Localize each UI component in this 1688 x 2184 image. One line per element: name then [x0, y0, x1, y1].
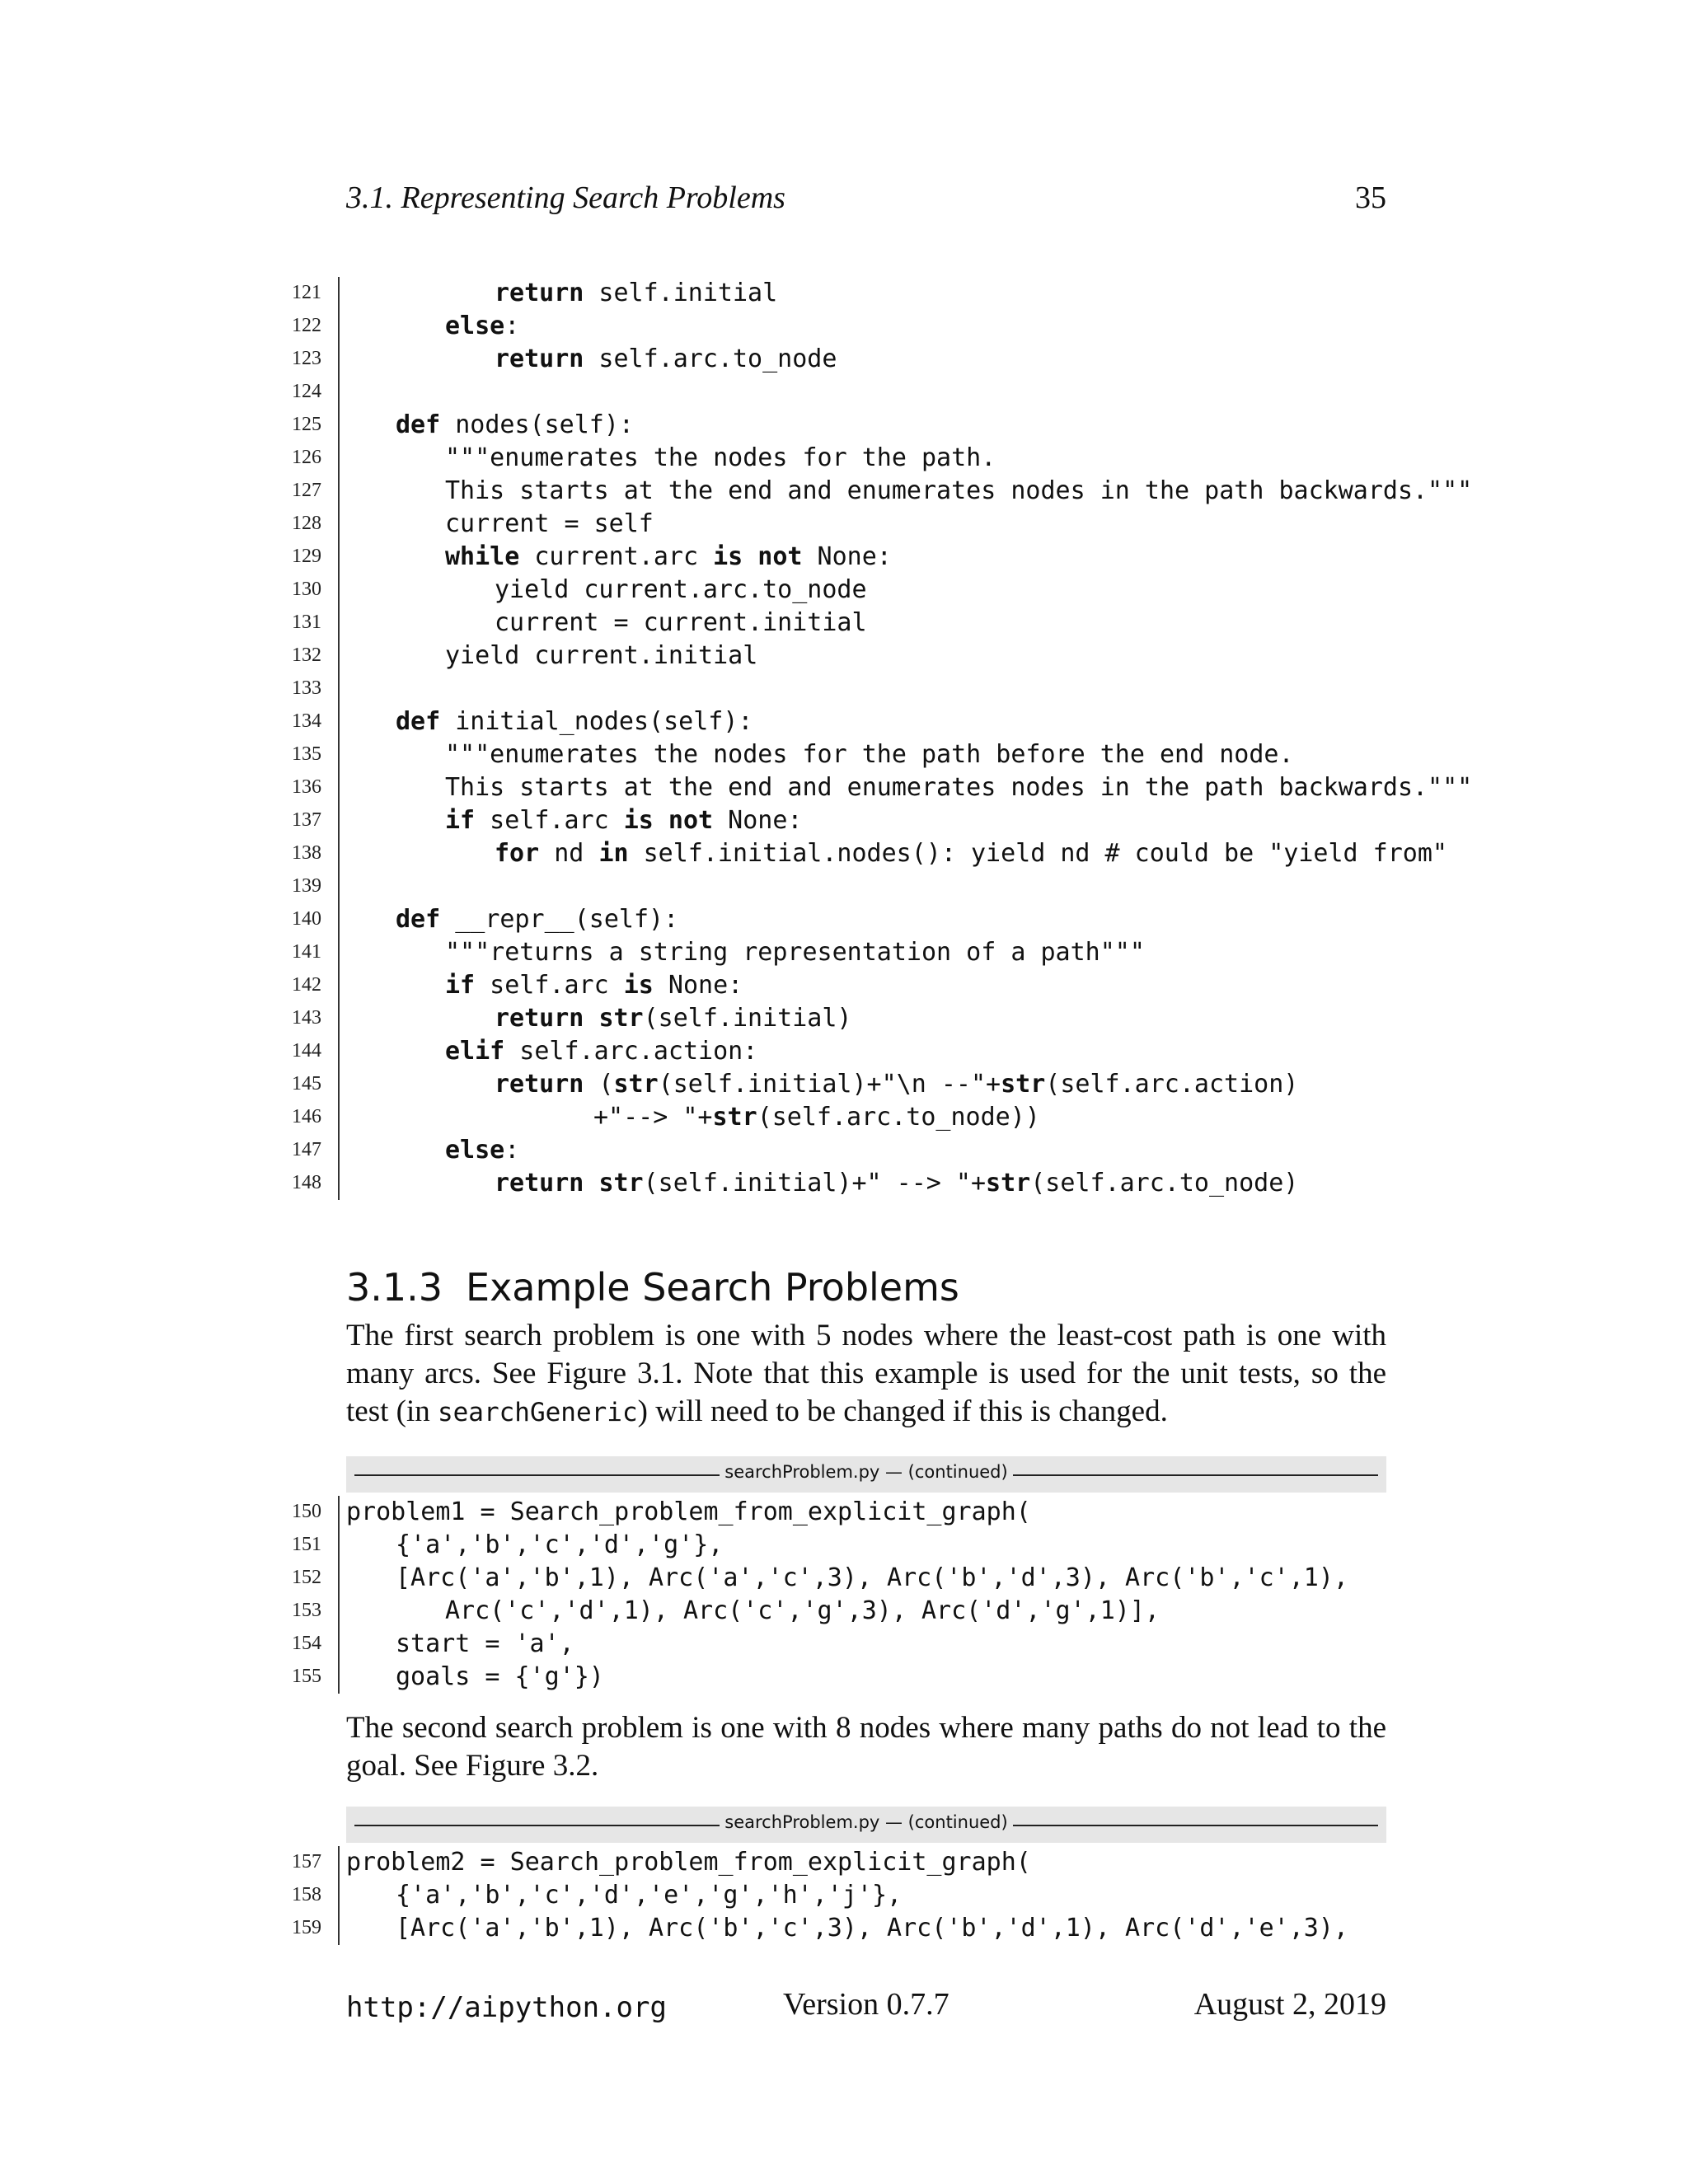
section-number: 3.1.3: [346, 1265, 443, 1310]
code-line: [272, 1879, 1426, 1912]
code-line: [272, 1661, 1426, 1694]
code-listing-problem2: [272, 1846, 1426, 1945]
section-heading: [346, 1265, 959, 1310]
code-listing-path-methods: [272, 277, 1473, 1200]
code-line: [272, 541, 1426, 574]
code-text: [396, 1661, 604, 1694]
code-text: [495, 607, 867, 640]
code-token: problem1 = Search_problem_from_explicit_graph(: [346, 1497, 1031, 1526]
paragraph-text: The first search problem is one with 5 nodes where the least-cost path is one with many arcs. See Figure 3.1. Note that this example is used for the unit tests, so the test (in: [346, 1319, 1386, 1428]
footer-date: August 2, 2019: [1193, 1987, 1386, 2022]
line-number: 141: [292, 941, 321, 963]
line-number: 146: [292, 1106, 321, 1127]
code-keyword: is: [623, 971, 654, 1000]
code-keyword: is not: [713, 542, 803, 571]
code-line: [272, 508, 1426, 541]
code-text: [495, 1002, 852, 1035]
code-keyword: return: [495, 344, 584, 373]
code-line: [272, 738, 1426, 771]
listing-filename: searchProblem.py — (continued): [720, 1812, 1012, 1832]
line-number: 148: [292, 1172, 321, 1193]
code-token: Arc('c','d',1), Arc('c','g',3), Arc('d','g',1)],: [445, 1596, 1160, 1625]
code-line: [272, 442, 1426, 475]
code-token: self.initial: [584, 279, 778, 307]
code-text: [396, 1562, 1348, 1595]
code-text: [346, 1846, 1031, 1879]
line-number: 134: [292, 710, 321, 732]
line-number: 154: [292, 1633, 321, 1654]
code-token: :: [504, 1136, 520, 1165]
line-number: 153: [292, 1600, 321, 1621]
line-number: 157: [292, 1851, 321, 1872]
code-keyword: is not: [623, 806, 714, 835]
code-token: self.arc.to_node: [584, 344, 837, 373]
code-token: goals = {'g'}): [396, 1662, 604, 1691]
code-token: (self.initial): [643, 1004, 852, 1033]
code-keyword: def: [396, 905, 441, 934]
line-number: 127: [292, 480, 321, 501]
listing-title-bar: [346, 1807, 1386, 1843]
code-text: [495, 574, 867, 607]
line-number: 125: [292, 414, 321, 435]
code-token: (self.arc.to_node): [1030, 1169, 1299, 1197]
code-line: [272, 673, 1426, 705]
code-line: [272, 837, 1447, 870]
code-token: [Arc('a','b',1), Arc('b','c',3), Arc('b','d',1), Arc('d','e',3),: [396, 1914, 1348, 1943]
code-text: [445, 969, 743, 1002]
code-line: [272, 1529, 1426, 1562]
code-line: [272, 1167, 1426, 1200]
section-title: Example Search Problems: [466, 1265, 959, 1310]
code-token: """returns a string representation of a path""": [445, 938, 1145, 967]
code-text: [445, 936, 1145, 969]
code-line: [272, 310, 1426, 343]
line-number: 122: [292, 315, 321, 336]
line-number: 131: [292, 612, 321, 633]
code-text: [445, 508, 654, 541]
code-keyword: return: [495, 1070, 584, 1099]
code-token: """enumerates the nodes for the path before the end node.: [445, 740, 1294, 769]
code-token: (self.initial)+"\n --"+: [658, 1070, 1001, 1099]
code-line: [272, 1562, 1426, 1595]
code-text: [396, 409, 634, 442]
code-line: [272, 376, 1426, 409]
code-line: [272, 640, 1426, 673]
code-text: [396, 1529, 723, 1562]
paragraph-first-problem: [346, 1317, 1386, 1432]
line-number: 130: [292, 579, 321, 600]
code-keyword: return: [495, 1004, 584, 1033]
code-keyword: elif: [445, 1037, 505, 1066]
code-token: initial_nodes(self):: [440, 707, 753, 736]
line-number: 123: [292, 348, 321, 369]
code-keyword: return: [495, 1169, 584, 1197]
code-token: [584, 1169, 598, 1197]
line-number: 139: [292, 875, 321, 897]
line-number: 151: [292, 1534, 321, 1555]
code-text: [396, 705, 753, 738]
line-number: 135: [292, 743, 321, 765]
footer-url[interactable]: http://aipython.org: [346, 1991, 667, 2024]
line-number: 150: [292, 1501, 321, 1522]
paragraph-text: ) will need to be changed if this is changed.: [637, 1394, 1168, 1428]
page-number: 35: [1355, 180, 1386, 215]
code-text: [445, 442, 996, 475]
code-token: __repr__(self):: [440, 905, 679, 934]
line-number: 133: [292, 677, 321, 699]
code-token: start = 'a',: [396, 1629, 574, 1658]
code-line: [272, 607, 1426, 640]
code-line: [272, 1912, 1426, 1945]
line-number: 137: [292, 809, 321, 831]
code-line: [272, 1101, 1426, 1134]
code-line: [272, 1496, 1426, 1529]
code-keyword: str: [712, 1103, 757, 1132]
code-text: [445, 1134, 519, 1167]
code-token: yield current.arc.to_node: [495, 575, 867, 604]
code-text: [495, 1068, 1298, 1101]
code-line: [272, 1846, 1426, 1879]
code-text: [445, 771, 1472, 804]
code-line: [272, 475, 1473, 508]
code-token: (: [584, 1070, 614, 1099]
line-number: 159: [292, 1917, 321, 1938]
line-number: 142: [292, 974, 321, 996]
code-keyword: str: [1001, 1070, 1046, 1099]
code-line: [272, 705, 1426, 738]
line-number: 128: [292, 513, 321, 534]
line-number: 140: [292, 908, 321, 930]
code-text: [445, 1595, 1160, 1628]
code-keyword: def: [396, 707, 441, 736]
code-line: [272, 903, 1426, 936]
code-token: :: [504, 312, 520, 340]
code-keyword: if: [445, 971, 476, 1000]
running-head-title: 3.1. Representing Search Problems: [346, 180, 785, 215]
code-token: +"--> "+: [593, 1103, 713, 1132]
listing-filename: searchProblem.py — (continued): [720, 1462, 1012, 1482]
code-token: [Arc('a','b',1), Arc('a','c',3), Arc('b','d',3), Arc('b','c',1),: [396, 1563, 1348, 1592]
code-line: [272, 574, 1426, 607]
code-keyword: else: [445, 1136, 505, 1165]
code-keyword: else: [445, 312, 505, 340]
code-token: self.arc.action:: [504, 1037, 758, 1066]
inline-code: searchGeneric: [437, 1398, 638, 1427]
code-line: [272, 1628, 1426, 1661]
code-text: [445, 1035, 757, 1068]
code-line: [272, 936, 1426, 969]
code-token: problem2 = Search_problem_from_explicit_graph(: [346, 1848, 1031, 1877]
line-number: 144: [292, 1040, 321, 1062]
code-keyword: str: [613, 1070, 659, 1099]
code-token: self.initial.nodes(): yield nd # could be "yield from": [628, 839, 1447, 868]
code-token: current.arc: [519, 542, 714, 571]
code-token: yield current.initial: [445, 641, 758, 670]
line-number: 152: [292, 1567, 321, 1588]
paragraph-second-problem: The second search problem is one with 8 nodes where many paths do not lead to the goal. See Figure 3.2.: [346, 1711, 1386, 1783]
code-keyword: str: [598, 1004, 644, 1033]
line-number: 124: [292, 381, 321, 402]
code-text: [396, 903, 678, 936]
code-text: [396, 1628, 574, 1661]
code-text: [445, 541, 892, 574]
code-text: [495, 343, 837, 376]
line-number: 132: [292, 644, 321, 666]
line-number: 138: [292, 842, 321, 864]
line-number: 158: [292, 1884, 321, 1905]
code-keyword: for: [495, 839, 540, 868]
code-text: [396, 1912, 1348, 1945]
code-keyword: if: [445, 806, 476, 835]
code-line: [272, 969, 1426, 1002]
code-line: [272, 1002, 1426, 1035]
code-line: [272, 1068, 1426, 1101]
code-text: [495, 277, 777, 310]
code-text: [445, 640, 757, 673]
code-keyword: return: [495, 279, 584, 307]
code-token: (self.arc.action): [1045, 1070, 1299, 1099]
code-text: [445, 475, 1472, 508]
code-keyword: str: [986, 1169, 1031, 1197]
code-token: This starts at the end and enumerates nodes in the path backwards.""": [445, 476, 1473, 505]
code-text: [445, 738, 1294, 771]
code-text: [593, 1101, 1040, 1134]
code-token: None:: [653, 971, 743, 1000]
code-token: {'a','b','c','d','g'},: [396, 1530, 724, 1559]
code-token: This starts at the end and enumerates nodes in the path backwards.""": [445, 773, 1473, 802]
code-line: [272, 771, 1473, 804]
code-token: current = current.initial: [495, 608, 867, 637]
code-line: [272, 804, 1426, 837]
code-token: [584, 1004, 598, 1033]
code-line: [272, 343, 1426, 376]
line-number: 121: [292, 282, 321, 303]
code-keyword: str: [598, 1169, 644, 1197]
line-number: 147: [292, 1139, 321, 1160]
code-line: [272, 277, 1426, 310]
code-text: [346, 1496, 1031, 1529]
line-number: 155: [292, 1666, 321, 1687]
code-listing-problem1: [272, 1496, 1426, 1694]
line-number: 143: [292, 1007, 321, 1029]
code-keyword: def: [396, 410, 441, 439]
code-token: (self.arc.to_node)): [757, 1103, 1040, 1132]
code-token: self.arc: [475, 971, 624, 1000]
code-line: [272, 870, 1426, 903]
code-keyword: while: [445, 542, 520, 571]
code-keyword: in: [598, 839, 629, 868]
code-text: [495, 837, 1447, 870]
line-number: 136: [292, 776, 321, 798]
page-footer: [346, 1986, 1386, 2032]
listing-title-bar: [346, 1456, 1386, 1493]
code-token: current = self: [445, 509, 654, 538]
code-token: """enumerates the nodes for the path.: [445, 443, 996, 472]
code-token: None:: [713, 806, 803, 835]
code-text: [445, 310, 519, 343]
code-token: self.arc: [475, 806, 624, 835]
code-token: None:: [802, 542, 892, 571]
line-number: 126: [292, 447, 321, 468]
code-token: nd: [539, 839, 599, 868]
code-line: [272, 1134, 1426, 1167]
code-line: [272, 1595, 1426, 1628]
code-token: {'a','b','c','d','e','g','h','j'},: [396, 1881, 903, 1910]
code-text: [445, 804, 803, 837]
code-text: [495, 1167, 1298, 1200]
code-token: nodes(self):: [440, 410, 634, 439]
code-text: [396, 1879, 902, 1912]
footer-version: Version 0.7.7: [783, 1987, 950, 2022]
line-number: 129: [292, 546, 321, 567]
code-line: [272, 1035, 1426, 1068]
line-number: 145: [292, 1073, 321, 1094]
code-token: (self.initial)+" --> "+: [643, 1169, 987, 1197]
code-line: [272, 409, 1426, 442]
running-head: [346, 180, 1386, 226]
